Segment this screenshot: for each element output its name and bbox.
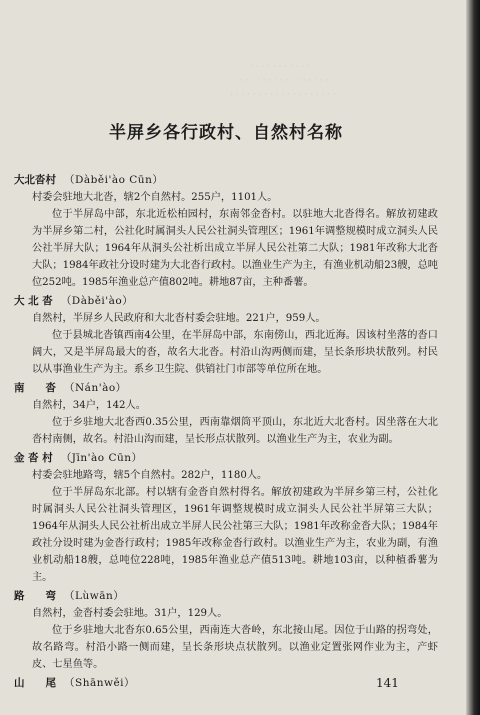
entry-paragraph: 位于乡驻地大北沓西0.35公里，西南靠烟筒平顶山，东北近大北沓村。因坐落在大北沓村南侧，故名。村沿山沟而建，呈长形点状散列。以渔业生产为主，农业为副。 xyxy=(32,417,438,445)
entry-paragraph: 位于县城北沓镇西南4公里，在半屏岛中部，东南傍山，西北近海。因该村坐落的沓口阔大，又是半屏岛最大的沓，故名大北沓。村沿山沟两侧而建，呈长条形块状散列。村民以从事渔业生产为主。系乡卫生院、供销社门市部等单位所在地。 xyxy=(32,330,438,375)
entry-paragraph: 自然村，34户，142人。 xyxy=(32,400,146,411)
bleed-through-text: · · · · · · · · · · · · · · · · · · · xyxy=(230,90,336,100)
entries-list xyxy=(14,170,438,692)
book-spine-edge xyxy=(466,0,480,715)
bleed-through-text: · · · · · · · · · · · xyxy=(250,62,311,72)
entry-name: 南 沓 xyxy=(14,382,56,394)
entry-heading xyxy=(14,588,438,605)
entry-name: 路 弯 xyxy=(14,590,56,602)
entry-heading xyxy=(14,675,438,692)
entry-pinyin: （Lùwān） xyxy=(64,590,125,602)
entry-name: 大北沓村 xyxy=(14,174,56,186)
entry-heading xyxy=(14,293,438,310)
entry-heading xyxy=(14,380,438,397)
entry-pinyin: （Shānwěi） xyxy=(64,677,136,689)
entry-pinyin: （Dàběi'ào Cūn） xyxy=(64,174,164,186)
page-number: 141 xyxy=(376,676,399,690)
entry-paragraph: 位于半屏岛东北部。村以辖有金沓自然村得名。解放初建政为半屏乡第三村，公社化时属洞头人民公社洞头管理区，1961年调整规模时成立洞头人民公社半屏第三大队；1964年从洞头人民公社析出成立半屏人民公社第三大队；1981年改称金沓大队；1984年政社分设时建为金沓行政村；1985年改称金沓行政村。以渔业生产为主，农业为副，有渔业机动船18艘，总吨位228吨，1985年渔业总产值513吨。耕地103亩，以种植番薯为主。 xyxy=(32,487,438,583)
entry-name: 山 尾 xyxy=(14,677,56,689)
entry-name: 大 北 沓 xyxy=(14,295,53,307)
entry-paragraph: 自然村，半屏乡人民政府和大北沓村委会驻地。221户，959人。 xyxy=(32,313,326,324)
page-title: 半屏乡各行政村、自然村名称 xyxy=(109,123,343,143)
entry-pinyin: （Nán'ào） xyxy=(64,382,127,394)
bleed-through-text: · · · · · · · · · · · · · · · · · · xyxy=(240,76,341,86)
entry-paragraph: 村委会驻地路弯，辖5个自然村。282户，1180人。 xyxy=(32,470,268,481)
entry-paragraph: 位于半屏岛中部，东北近松柏园村，东南邻金沓村。以驻地大北沓得名。解放初建政为半屏乡第二村，公社化时属洞头人民公社洞头管理区；1961年调整规模时成立洞头人民公社半屏大队；1964年从洞头公社析出成立半屏人民公社第二大队；1981年改称大北沓大队；1984年政社分设时建为大北沓行政村。以渔业生产为主，有渔业机动船23艘，总吨位252吨。1985年渔业总产值802吨。耕地87亩，主种番薯。 xyxy=(32,209,438,288)
entry-paragraph: 村委会驻地大北沓，辖2个自然村。255户，1101人。 xyxy=(32,192,278,203)
entry-pinyin: （Dàběi'ào） xyxy=(60,295,134,307)
entry-name: 金 沓 村 xyxy=(14,452,53,464)
entry-pinyin: （Jīn'ào Cūn） xyxy=(60,452,143,464)
entry-paragraph: 位于乡驻地大北沓东0.65公里，西南连大沓岭，东北接山尾。因位于山路的拐弯处，故名路弯。村沿小路一侧而建，呈长条形块点状散列。以渔业定置张网作业为主，产虾皮、七星鱼等。 xyxy=(32,625,438,670)
entry-paragraph: 自然村，金沓村委会驻地。31户，129人。 xyxy=(32,608,228,619)
entry-heading xyxy=(14,172,438,189)
entry-heading xyxy=(14,450,438,467)
